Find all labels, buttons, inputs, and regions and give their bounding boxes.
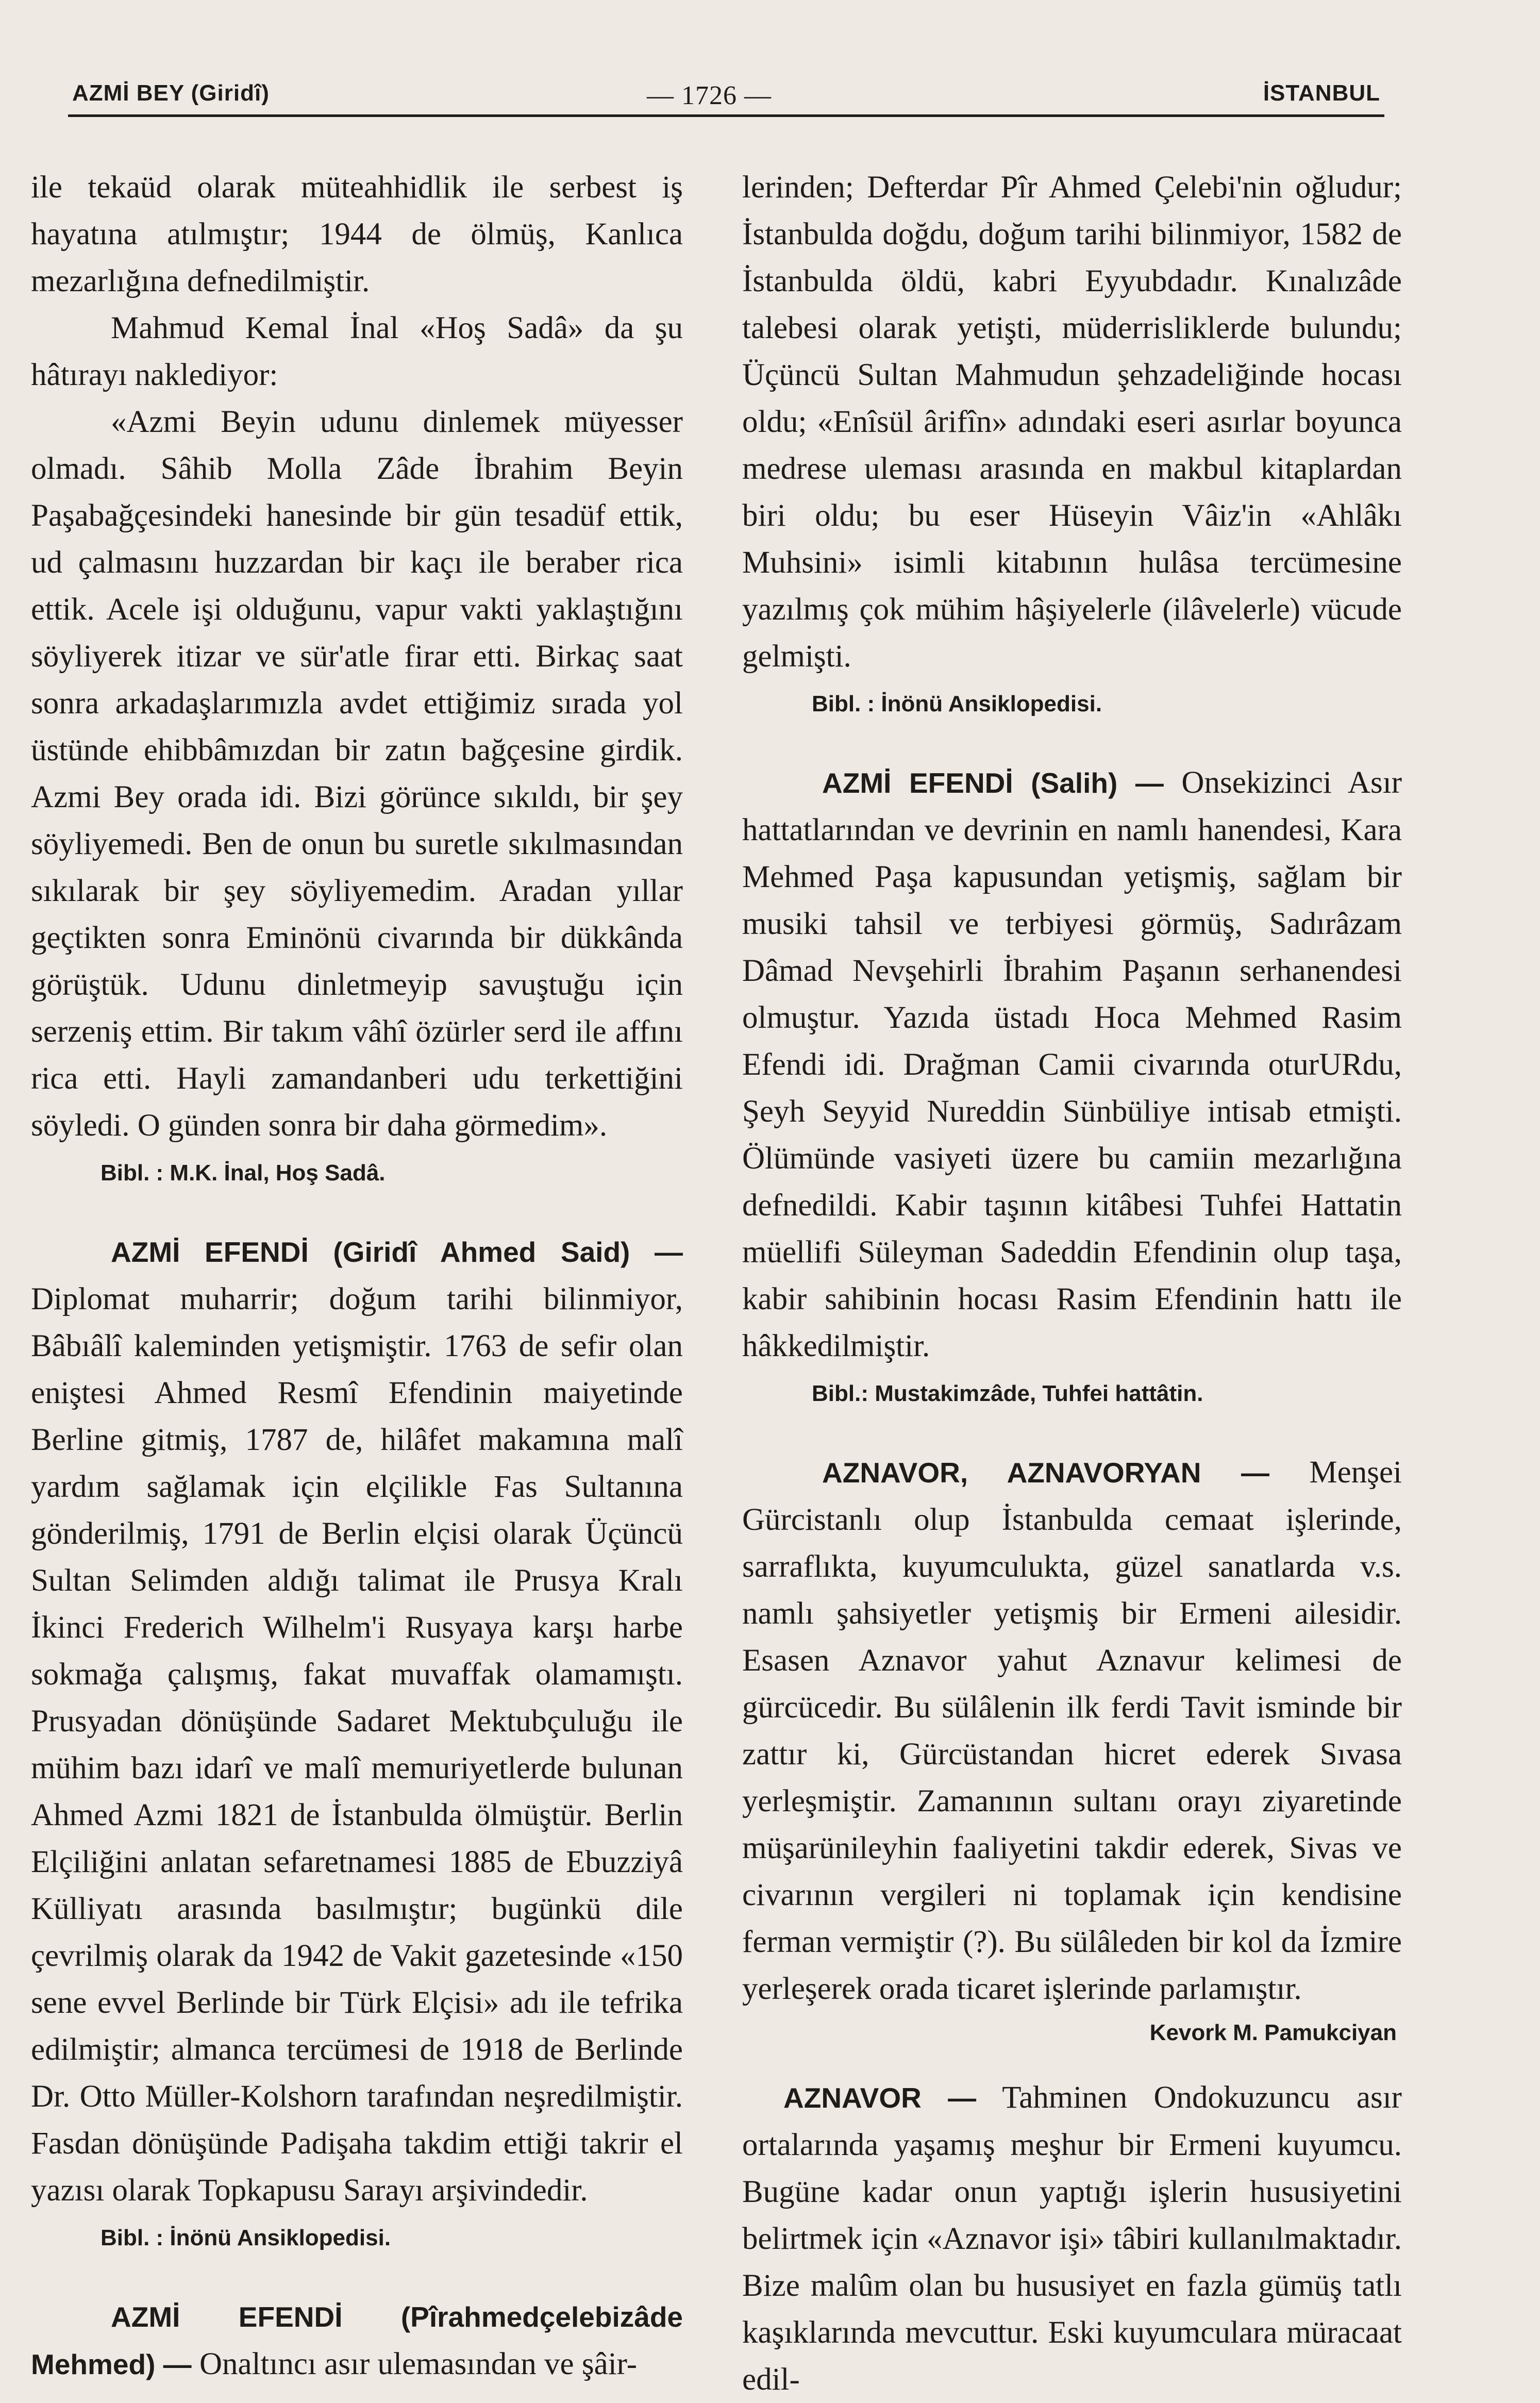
- bibliography: Bibl. : M.K. İnal, Hoş Sadâ.: [101, 1160, 386, 1186]
- entry: [742, 2074, 1402, 2403]
- entry-body: Menşei Gürcistanlı olup İstanbulda cemaat işlerinde, sarraflıkta, kuyumculukta, güzel sanatlarda v.s. namlı şahsiyetler yetişmiş bir Ermeni ailesidir. Esasen Aznavor yahut Aznavur kelimesi de gürcücedir. Bu sülâlenin ilk ferdi Tavit isminde bir zattır ki, Gürcüstandan hicret ederek Sıvasa yerleşmiştir. Zamanının sultanı orayı ziyaretinde müşarünileyhin faaliyetini takdir ederek, Sivas ve civarının vergileri ni toplamak için kendisine ferman vermiştir (?). Bu sülâleden bir kol da İzmire yerleşerek orada ticaret işlerinde parlamıştır.: [742, 1455, 1402, 2006]
- entry: [31, 2293, 683, 2388]
- running-head-left: AZMİ BEY (Giridî): [72, 80, 270, 106]
- bibliography: Bibl. : İnönü Ansiklopedisi.: [101, 2225, 391, 2250]
- entry-heading: AZNAVOR —: [783, 2082, 977, 2114]
- running-head-right: İSTANBUL: [1263, 80, 1380, 106]
- right-column: [742, 164, 1402, 2403]
- entry: [31, 1228, 683, 2214]
- bibliography: Bibl.: Mustakimzâde, Tuhfei hattâtin.: [812, 1381, 1203, 1406]
- entry-body: Tahminen Ondokuzuncu asır ortalarında yaşamış meşhur bir Ermeni kuyumcu. Bugüne kadar onun yaptığı işlerin hususiyetini belirtmek için «Aznavor işi» tâbiri kullanılmaktadır. Bize malûm olan bu hususiyet en fazla gümüş tatlı kaşıklarında mevcuttur. Eski kuyumculara müracaat edil-: [742, 2080, 1402, 2397]
- entry-heading: AZNAVOR, AZNAVORYAN —: [822, 1457, 1269, 1489]
- entry-heading: AZMİ EFENDİ (Salih) —: [822, 767, 1164, 799]
- paragraph: lerinden; Defterdar Pîr Ahmed Çelebi'nin oğludur; İstanbulda doğdu, doğum tarihi bilinmiyor, 1582 de İstanbulda öldü, kabri Eyyubdadır. Kınalızâde talebesi olarak yetişti, müderrisliklerde bulundu; Üçüncü Sultan Mahmudun şehzadeliğinde hocası oldu; «Enîsül ârifîn» adındaki eseri asırlar boyunca medrese uleması arasında en makbul kitaplardan biri oldu; bu eser Hüseyin Vâiz'in «Ahlâkı Muhsini» isimli kitabının hulâsa tercümesine yazılmış çok mühim hâşiyelerle (ilâvelerle) vücude gelmişti.: [742, 170, 1402, 674]
- bibliography: Bibl. : İnönü Ansiklopedisi.: [812, 691, 1102, 716]
- entry-heading: AZMİ EFENDİ (Giridî Ahmed Said) —: [111, 1236, 683, 1268]
- spacer: [31, 1191, 683, 1228]
- page-number: — 1726 —: [647, 81, 772, 110]
- paragraph: ile tekaüd olarak müteahhidlik ile serbest iş hayatına atılmıştır; 1944 de ölmüş, Kanlıca mezarlığına defnedilmiştir.: [31, 170, 683, 298]
- spacer: [742, 1412, 1402, 1449]
- entry-body: Onsekizinci Asır hattatlarından ve devrinin en namlı hanendesi, Kara Mehmed Paşa kapusundan yetişmiş, sağlam bir musiki tahsil ve terbiyesi görmüş, Sadırâzam Dâmad Nevşehirli İbrahim Paşanın serhanendesi olmuştur. Yazıda üstadı Hoca Mehmed Rasim Efendi idi. Drağman Camii civarında oturURdu, Şeyh Seyyid Nureddin Sünbüliye intisab etmişti. Ölümünde vasiyeti üzere bu camiin mezarlığına defnedildi. Kabir taşının kitâbesi Tuhfei Hattatin müellifi Süleyman Sadeddin Efendinin olup taşa, kabir sahibinin hocası Rasim Efendinin hattı ile hâkkedilmiştir.: [742, 765, 1402, 1363]
- author-signature: Kevork M. Pamukciyan: [1149, 2020, 1397, 2045]
- entry-heading: AZMİ EFENDİ (Pîrahmedçelebizâde Mehmed) —: [31, 2301, 683, 2380]
- entry-body: Onaltıncı asır ulemasından ve şâir-: [199, 2347, 638, 2381]
- header-rule: [68, 114, 1384, 117]
- entry: [742, 1449, 1402, 2012]
- entry: [742, 759, 1402, 1370]
- spacer: [742, 722, 1402, 759]
- left-column: [31, 164, 683, 2388]
- spacer: [31, 2256, 683, 2293]
- quotation-paragraph: «Azmi Beyin udunu dinlemek müyesser olmadı. Sâhib Molla Zâde İbrahim Beyin Paşabağçesindeki hanesinde bir gün tesadüf ettik, ud çalmasını huzzardan bir kaçı ile beraber rica ettik. Acele işi olduğunu, vapur vakti yaklaştığını söyliyerek itizar ve sür'atle firar etti. Birkaç saat sonra arkadaşlarımızla avdet ettiğimiz sırada yol üstünde ehibbâmızdan bir zatın bağçesine girdik. Azmi Bey orada idi. Bizi görünce sıkıldı, bir şey söyliyemedi. Ben de onun bu suretle sıkılmasından sıkılarak bir şey söyliyemedim. Aradan yıllar geçtikten sonra Eminönü civarında bir dükkânda görüştük. Udunu dinletmeyip savuştuğu için serzeniş ettim. Bir takım vâhî özürler serd ile affını rica etti. Hayli zamandanberi udu terkettiğini söyledi. O günden sonra bir daha görmedim».: [31, 405, 683, 1143]
- paragraph: Mahmud Kemal İnal «Hoş Sadâ» da şu hâtırayı naklediyor:: [31, 311, 683, 392]
- spacer: [742, 2054, 1402, 2074]
- entry-body: Diplomat muharrir; doğum tarihi bilinmiyor, Bâbıâlî kaleminden yetişmiştir. 1763 de sefir olan eniştesi Ahmed Resmî Efendinin maiyetinde Berline gitmiş, 1787 de, hilâfet makamına malî yardım sağlamak için elçilikle Fas Sultanına gönderilmiş, 1791 de Berlin elçisi olarak Üçüncü Sultan Selimden aldığı talimat ile Prusya Kralı İkinci Frederich Wilhelm'i Rusyaya karşı harbe sokmağa çalışmış, fakat muvaffak olamamıştı. Prusyadan dönüşünde Sadaret Mektubçuluğu ile mühim bazı idarî ve malî memuriyetlerde bulunan Ahmed Azmi 1821 de İstanbulda ölmüştür. Berlin Elçiliğini anlatan sefaretnamesi 1885 de Ebuzziyâ Külliyatı arasında basılmıştır; bugünkü dile çevrilmiş olarak da 1942 de Vakit gazetesinde «150 sene evvel Berlinde bir Türk Elçisi» adı ile tefrika edilmiştir; almanca tercümesi de 1918 de Berlinde Dr. Otto Müller-Kolshorn tarafından neşredilmiştir. Fasdan dönüşünde Padişaha takdim ettiği takrir el yazısı olarak Topkapusu Sarayı arşivindedir.: [31, 1282, 683, 2208]
